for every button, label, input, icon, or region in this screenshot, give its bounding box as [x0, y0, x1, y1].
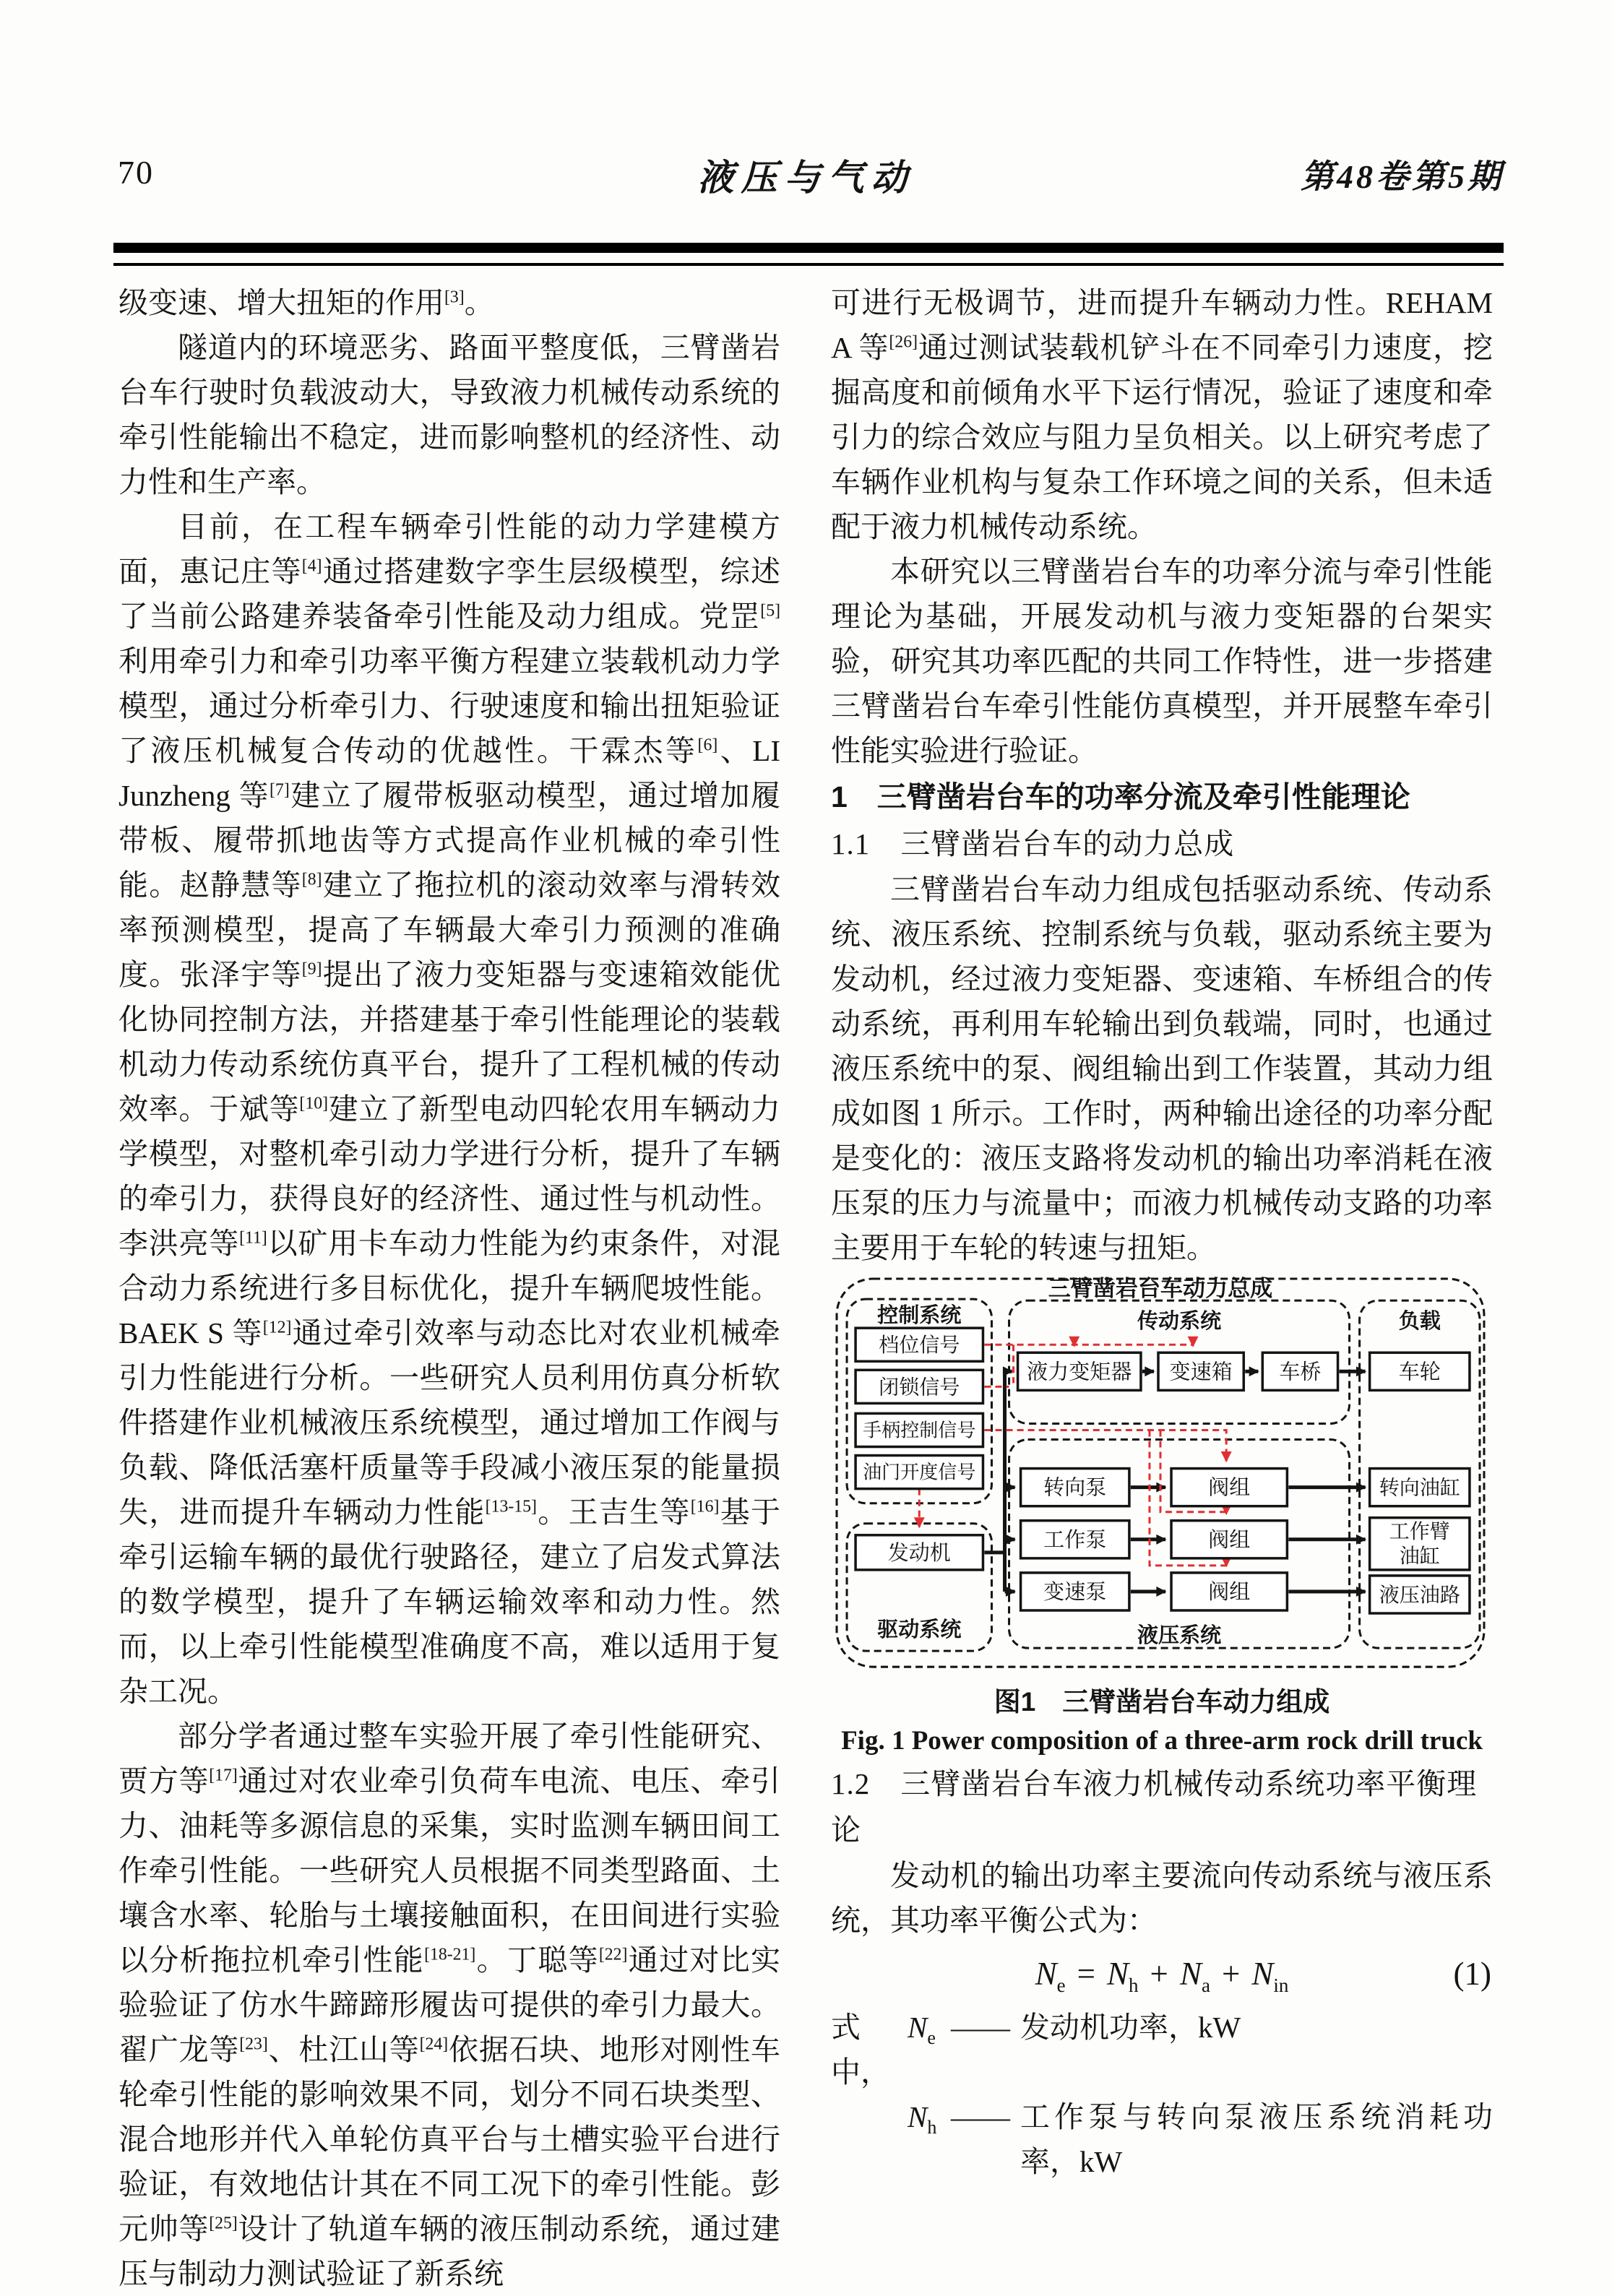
box-hydraulic-circuit — [1370, 1576, 1470, 1613]
page-number: 70 — [118, 154, 154, 191]
lock-signal-label: 闭锁信号 — [879, 1376, 960, 1399]
paragraph: 发动机的输出功率主要流向传动系统与液压系统，其功率平衡公式为： — [831, 1859, 1493, 1938]
gear-signal-label: 档位信号 — [879, 1334, 960, 1357]
paragraph: 隧道内的环境恶劣、路面平整度低，三臂凿岩台车行驶时负载波动大，导致液力机械传动系统的牵引性能输出不稳定，进而影响整机的经济性、动力性和生产率。 — [118, 331, 780, 499]
gearbox-label: 变速箱 — [1169, 1360, 1233, 1384]
eq-plus-1: + — [1150, 1956, 1168, 1993]
box-torque-converter — [1018, 1352, 1141, 1390]
diagram-title: 三臂凿岩台车动力总成 — [1048, 1276, 1273, 1302]
box-gearbox — [1158, 1352, 1244, 1390]
valve-group-2-label: 阀组 — [1208, 1528, 1251, 1552]
paragraph: 目前，在工程车辆牵引性能的动力学建模方面，惠记庄等[4]通过搭建数字孪生层级模型，综述了当前公路建养装备牵引性能及动力组成。党罡[5]利用牵引力和牵引功率平衡方程建立装载机动力学模型，通过分析牵引力、行驶速度和输出扭矩验证了液压机械复合传动的优越性。干霖杰等[6]、LI Junzheng 等[7]建立了履带板驱动模型，通过增加履带板、履带抓地齿等方式提高作业机械的牵引性能。赵静慧等[8]建立了拖拉机的滚动效率与滑转效率预测模型，提高了车辆最大牵引力预测的准确度。张泽宇等[9]提出了液力变矩器与变速箱效能优化协同控制方法，并搭建基于牵引性能理论的装载机动力传动系统仿真平台，提升了工程机械的传动效率。于斌等[10]建立了新型电动四轮农用车辆动力学模型，对整机牵引动力学进行分析，提升了车辆的牵引力，获得良好的经济性、通过性与机动性。李洪亮等[11]以矿用卡车动力性能为约束条件，对混合动力系统进行多目标优化，提升车辆爬坡性能。BAEK S 等[12]通过牵引效率与动态比对农业机械牵引力性能进行分析。一些研究人员利用仿真分析软件搭建作业机械液压系统模型，通过增加工作阀与负载、降低活塞杆质量等手段减小液压泵的能量损失，进而提升车辆动力性能[13-15]。王吉生等[16]基于牵引运输车辆的最优行驶路径，建立了启发式算法的数学模型，提升了车辆运输效率和动力性。然而，以上牵引性能模型准确度不高，难以适用于复杂工况。 — [118, 510, 781, 1708]
equation-where-block — [831, 2005, 1493, 2184]
eq-sub-e: e — [1056, 1975, 1066, 1997]
figure-caption-en: Fig. 1 Power composition of a three-arm rock drill truck — [841, 1726, 1483, 1756]
header-rule-thin — [113, 263, 1504, 266]
eq-sub-h: h — [1129, 1975, 1139, 1997]
shift-pump-label: 变速泵 — [1043, 1580, 1107, 1604]
paragraph: 部分学者通过整车实验开展了牵引性能研究、贾方等[17]通过对农业牵引负荷车电流、电压、牵引力、油耗等多源信息的采集，实时监测车辆田间工作牵引性能。一些研究人员根据不同类型路面、土壤含水率、轮胎与土壤接触面积，在田间进行实验以分析拖拉机牵引性能[18-21]。丁聪等[22]通过对比实验验证了仿水牛蹄蹄形履齿可提供的牵引力最大。翟广龙等[23]、杜江山等[24]依据石块、地形对刚性车轮牵引性能的影响效果不同，划分不同石块类型、混合地形并代入单轮仿真平台与土槽实验平台进行验证，有效地估计其在不同工况下的牵引性能。彭元帅等[25]设计了轨道车辆的液压制动系统，通过建压与制动力测试验证了新系统 — [118, 1719, 781, 2290]
issue-info: 第48卷第5期 — [1301, 158, 1504, 195]
equation-body — [1035, 1956, 1289, 1997]
steering-cylinder-label: 转向油缸 — [1379, 1476, 1460, 1499]
where-symbol-nh: $N_h$ — [908, 2100, 937, 2139]
handle-signal-label: 手柄控制信号 — [863, 1419, 976, 1441]
work-arm-cylinder-label-line1: 工作臂 — [1389, 1519, 1450, 1542]
power-composition-diagram — [831, 1274, 1490, 1671]
eq-sub-in: in — [1273, 1975, 1289, 1997]
work-pump-label: 工作泵 — [1043, 1528, 1107, 1552]
eq-equals: = — [1077, 1956, 1096, 1993]
box-wheel — [1370, 1352, 1470, 1390]
left-column — [118, 280, 780, 2296]
where-dash: —— — [951, 2011, 1010, 2045]
where-desc-ne: 发动机功率，kW — [1020, 2011, 1241, 2045]
handle-signal-line-valve1 — [984, 1430, 1226, 1461]
control-group-label: 控制系统 — [877, 1304, 962, 1328]
box-valve-group-2 — [1171, 1521, 1287, 1558]
where-dash: —— — [951, 2100, 1010, 2134]
equation-1 — [831, 1943, 1493, 2005]
hydraulic-circuit-label: 液压油路 — [1379, 1583, 1460, 1606]
eq-sub-a: a — [1201, 1975, 1210, 1997]
box-work-pump — [1021, 1521, 1129, 1558]
box-steering-cylinder — [1370, 1469, 1470, 1506]
eq-var-nin: N — [1251, 1956, 1274, 1993]
eq-plus-2: + — [1221, 1956, 1241, 1993]
box-valve-group-1 — [1171, 1469, 1287, 1506]
eq-var-ne: N — [1035, 1956, 1057, 1993]
where-row-ne — [831, 2005, 1493, 2094]
box-valve-group-3 — [1171, 1573, 1287, 1610]
box-steering-pump — [1021, 1469, 1129, 1506]
right-column — [831, 280, 1493, 2184]
section-1-heading: 1 三臂凿岩台车的功率分流及牵引性能理论 — [831, 780, 1410, 813]
eq-var-na: N — [1179, 1956, 1202, 1993]
throttle-signal-label: 油门开度信号 — [863, 1461, 976, 1483]
box-shift-pump — [1021, 1573, 1129, 1610]
figure-1 — [831, 1274, 1493, 1761]
section-1-2-heading: 1.2 三臂凿岩台车液力机械传动系统功率平衡理论 — [831, 1767, 1478, 1847]
axle-label: 车桥 — [1279, 1360, 1322, 1384]
section-1-1-heading: 1.1 三臂凿岩台车的动力总成 — [831, 827, 1235, 860]
eq-var-nh: N — [1107, 1956, 1129, 1993]
where-symbol-ne: $N_e$ — [908, 2011, 936, 2049]
where-intro: 式中， — [831, 2011, 890, 2089]
engine-label: 发动机 — [887, 1541, 951, 1565]
paragraph: 级变速、增大扭矩的作用[3]。 — [118, 286, 494, 319]
paragraph: 本研究以三臂凿岩台车的功率分流与牵引性能理论为基础，开展发动机与液力变矩器的台架实验，研究其功率匹配的共同工作特性，进一步搭建三臂凿岩台车牵引性能仿真模型，并开展整车牵引性能实验进行验证。 — [831, 555, 1493, 767]
paragraph: 可进行无极调节，进而提升车辆动力性。REHAM A 等[26]通过测试装载机铲斗在不同牵引力速度，挖掘高度和前倾角水平下运行情况，验证了速度和牵引力的综合效应与阻力呈负相关。以上研究考虑了车辆作业机构与复杂工作环境之间的关系，但未适配于液力机械传动系统。 — [831, 286, 1493, 543]
box-lock-signal — [855, 1370, 983, 1403]
load-group-label: 负载 — [1398, 1310, 1441, 1334]
steering-pump-label: 转向泵 — [1043, 1476, 1107, 1500]
engine-power-trunk-line — [984, 1371, 1004, 1592]
drive-group-label: 驱动系统 — [877, 1618, 962, 1642]
figure-caption-zh: 图1 三臂凿岩台车动力组成 — [994, 1687, 1330, 1717]
valve-group-3-label: 阀组 — [1208, 1580, 1251, 1604]
equation-number: (1) — [1453, 1956, 1491, 1993]
box-work-arm-cylinder — [1370, 1518, 1470, 1570]
wheel-label: 车轮 — [1398, 1360, 1441, 1384]
box-throttle-signal — [855, 1456, 983, 1489]
box-gear-signal — [855, 1328, 983, 1361]
box-engine — [855, 1535, 983, 1570]
hydraulic-group-label: 液压系统 — [1137, 1624, 1222, 1648]
where-desc-nh: 工作泵与转向泵液压系统消耗功率，kW — [1020, 2100, 1493, 2179]
transmission-group-label: 传动系统 — [1137, 1310, 1222, 1334]
box-axle — [1262, 1352, 1337, 1390]
box-handle-signal — [855, 1413, 983, 1446]
torque-converter-label: 液力变矩器 — [1027, 1360, 1132, 1384]
header-rule-thick — [113, 243, 1504, 253]
valve-group-1-label: 阀组 — [1208, 1476, 1251, 1500]
journal-title: 液压与气动 — [697, 157, 915, 198]
where-row-nh — [864, 2094, 1493, 2184]
paragraph: 三臂凿岩台车动力组成包括驱动系统、传动系统、液压系统、控制系统与负载，驱动系统主要为发动机，经过液力变矩器、变速箱、车桥组合的传动系统，再利用车轮输出到负载端，同时，也通过液压系统中的泵、阀组输出到工作装置，其动力组成如图 1 所示。工作时，两种输出途径的功率分配是变化的：液压支路将发动机的输出功率消耗在液压泵的压力与流量中；而液力机械传动支路的功率主要用于车轮的转速与扭矩。 — [831, 873, 1493, 1264]
work-arm-cylinder-label-line2: 油缸 — [1399, 1544, 1440, 1567]
